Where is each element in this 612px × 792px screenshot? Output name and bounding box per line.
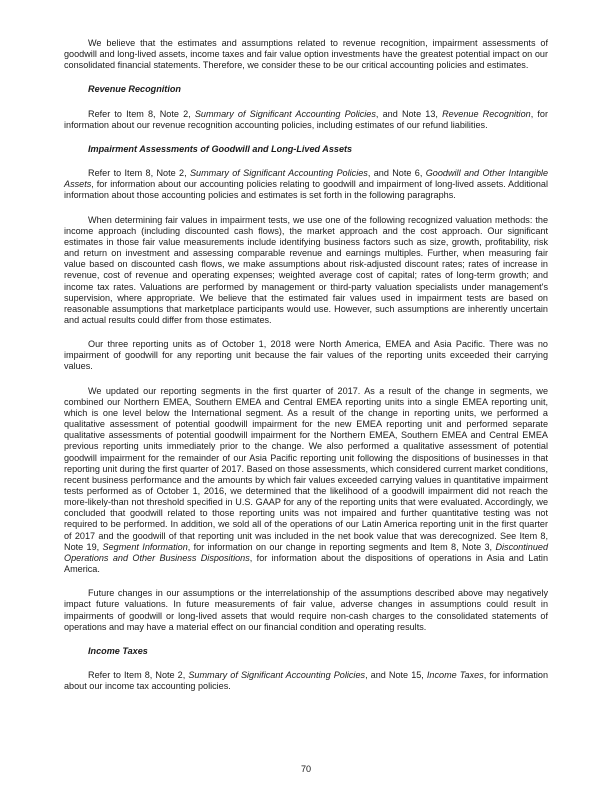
document-page: [64, 38, 548, 705]
future-changes-paragraph: Future changes in our assumptions or the interrelationship of the assumptions described above may negatively impact future valuations. In future measurements of fair value, adverse changes in assumptions could result in impairments of goodwill or long-lived assets that would require non-cash charges to the consolidated statements of operations and may have a material effect on our financial condition and operating results.: [64, 588, 548, 632]
income-taxes-heading: Income Taxes: [88, 645, 148, 656]
note-reference: Discontinued Operations and Other Business Dispositions: [64, 541, 549, 563]
income-taxes-paragraph: [64, 670, 548, 692]
note-reference: Summary of Significant Accounting Policies: [189, 168, 368, 179]
text-segment: , for information about our revenue recognition accounting policies, including estimates of our refund liabilities.: [64, 108, 549, 130]
text-segment: , and Note 6,: [367, 168, 426, 179]
fair-value-paragraph: When determining fair values in impairment tests, we use one of the following recognized valuation methods: the income approach (including discounted cash flows), the market approach and the cost approach. Our significant estimates in those fair value measurements include identifying business factors such as size, growth, profitability, risk and return on investment and assessing comparable revenue and earnings multiples. Further, when measuring fair value based on discounted cash flows, we make assumptions about risk-adjusted discount rates; rates of increase in revenue, cost of revenue and operating expenses; weighted average cost of capital; rates of long-term growth; and income tax rates. Valuations are performed by management or third-party valuation specialists under management's supervision, where appropriate. We believe that the estimated fair values used in impairment tests are based on reasonable assumptions that marketplace participants would use. However, such assumptions are inherently uncertain and actual results could differ from those estimates.: [64, 214, 548, 325]
text-segment: Refer to Item 8, Note 2,: [88, 168, 190, 179]
note-reference: Segment Information: [102, 541, 188, 552]
segments-paragraph: [64, 386, 548, 576]
note-reference: Summary of Significant Accounting Policies: [194, 108, 376, 119]
text-segment: Refer to Item 8, Note 2,: [88, 108, 195, 119]
impairment-paragraph: [64, 168, 548, 201]
text-segment: , and Note 13,: [375, 108, 443, 119]
revenue-recognition-paragraph: [64, 109, 548, 131]
intro-paragraph: We believe that the estimates and assumptions related to revenue recognition, impairment assessments of goodwill and long-lived assets, income taxes and fair value option investments have the greatest potential impact on our consolidated financial statements. Therefore, we consider these to be our critical accounting policies and estimates.: [64, 38, 548, 71]
text-segment: , for information on our change in reporting segments and Item 8, Note 3,: [187, 541, 496, 552]
note-reference: Summary of Significant Accounting Policies: [188, 670, 366, 681]
note-reference: Goodwill and Other Intangible Assets: [64, 168, 548, 190]
note-reference: Revenue Recognition: [442, 108, 531, 119]
page-number: 70: [300, 764, 312, 774]
impairment-heading: Impairment Assessments of Goodwill and Long-Lived Assets: [88, 143, 353, 154]
note-reference: Income Taxes: [426, 670, 484, 681]
text-segment: We updated our reporting segments in the first quarter of 2017. As a result of the change in segments, we combined our Northern EMEA, Southern EMEA and Central EMEA reporting units into a single EMEA reporting unit, which is one level below the International segment. As a result of the change in reporting units, we performed a qualitative assessment of potential goodwill impairment for the new EMEA reporting unit and performed separate qualitative assessments of potential goodwill impairment for the Northern EMEA, Southern EMEA and Central EMEA previous reporting units immediately prior to the change. We also performed a qualitative assessment of potential goodwill impairment for the remainder of our Asia Pacific reporting unit following the dispositions of businesses in that reporting unit during the first quarter of 2017. Based on those assessments, which considered current market conditions, recent business performance and the amounts by which fair values exceeded carrying values in quantitative impairment tests performed as of October 1, 2016, we determined that the likelihood of a goodwill impairment did not reach the more-likely-than not threshold specified in U.S. GAAP for any of the reporting units that were evaluated. Accordingly, we concluded that goodwill related to those reporting units was not impaired and further quantitative testing was not required to be performed. In addition, we sold all of the operations of our Latin America reporting unit in the first quarter of 2017 and the goodwill of that reporting unit was included in the net book value that was derecognized. See Item 8, Note 19,: [64, 385, 548, 552]
text-segment: , for information about the dispositions of operations in Asia and Latin America.: [64, 552, 548, 575]
text-segment: , for information about our accounting policies relating to goodwill and impairment of long-lived assets. Additional information about those accounting policies and estimates is set forth in the following paragraphs.: [64, 179, 548, 201]
text-segment: Refer to Item 8, Note 2,: [88, 670, 189, 681]
text-segment: , for information about our income tax accounting policies.: [64, 670, 549, 692]
text-segment: , and Note 15,: [365, 670, 427, 681]
revenue-recognition-heading: Revenue Recognition: [88, 84, 181, 95]
reporting-units-paragraph: Our three reporting units as of October 1, 2018 were North America, EMEA and Asia Pacific. There was no impairment of goodwill for any reporting unit because the fair values of the reporting units exceeded their carrying values.: [64, 339, 548, 372]
